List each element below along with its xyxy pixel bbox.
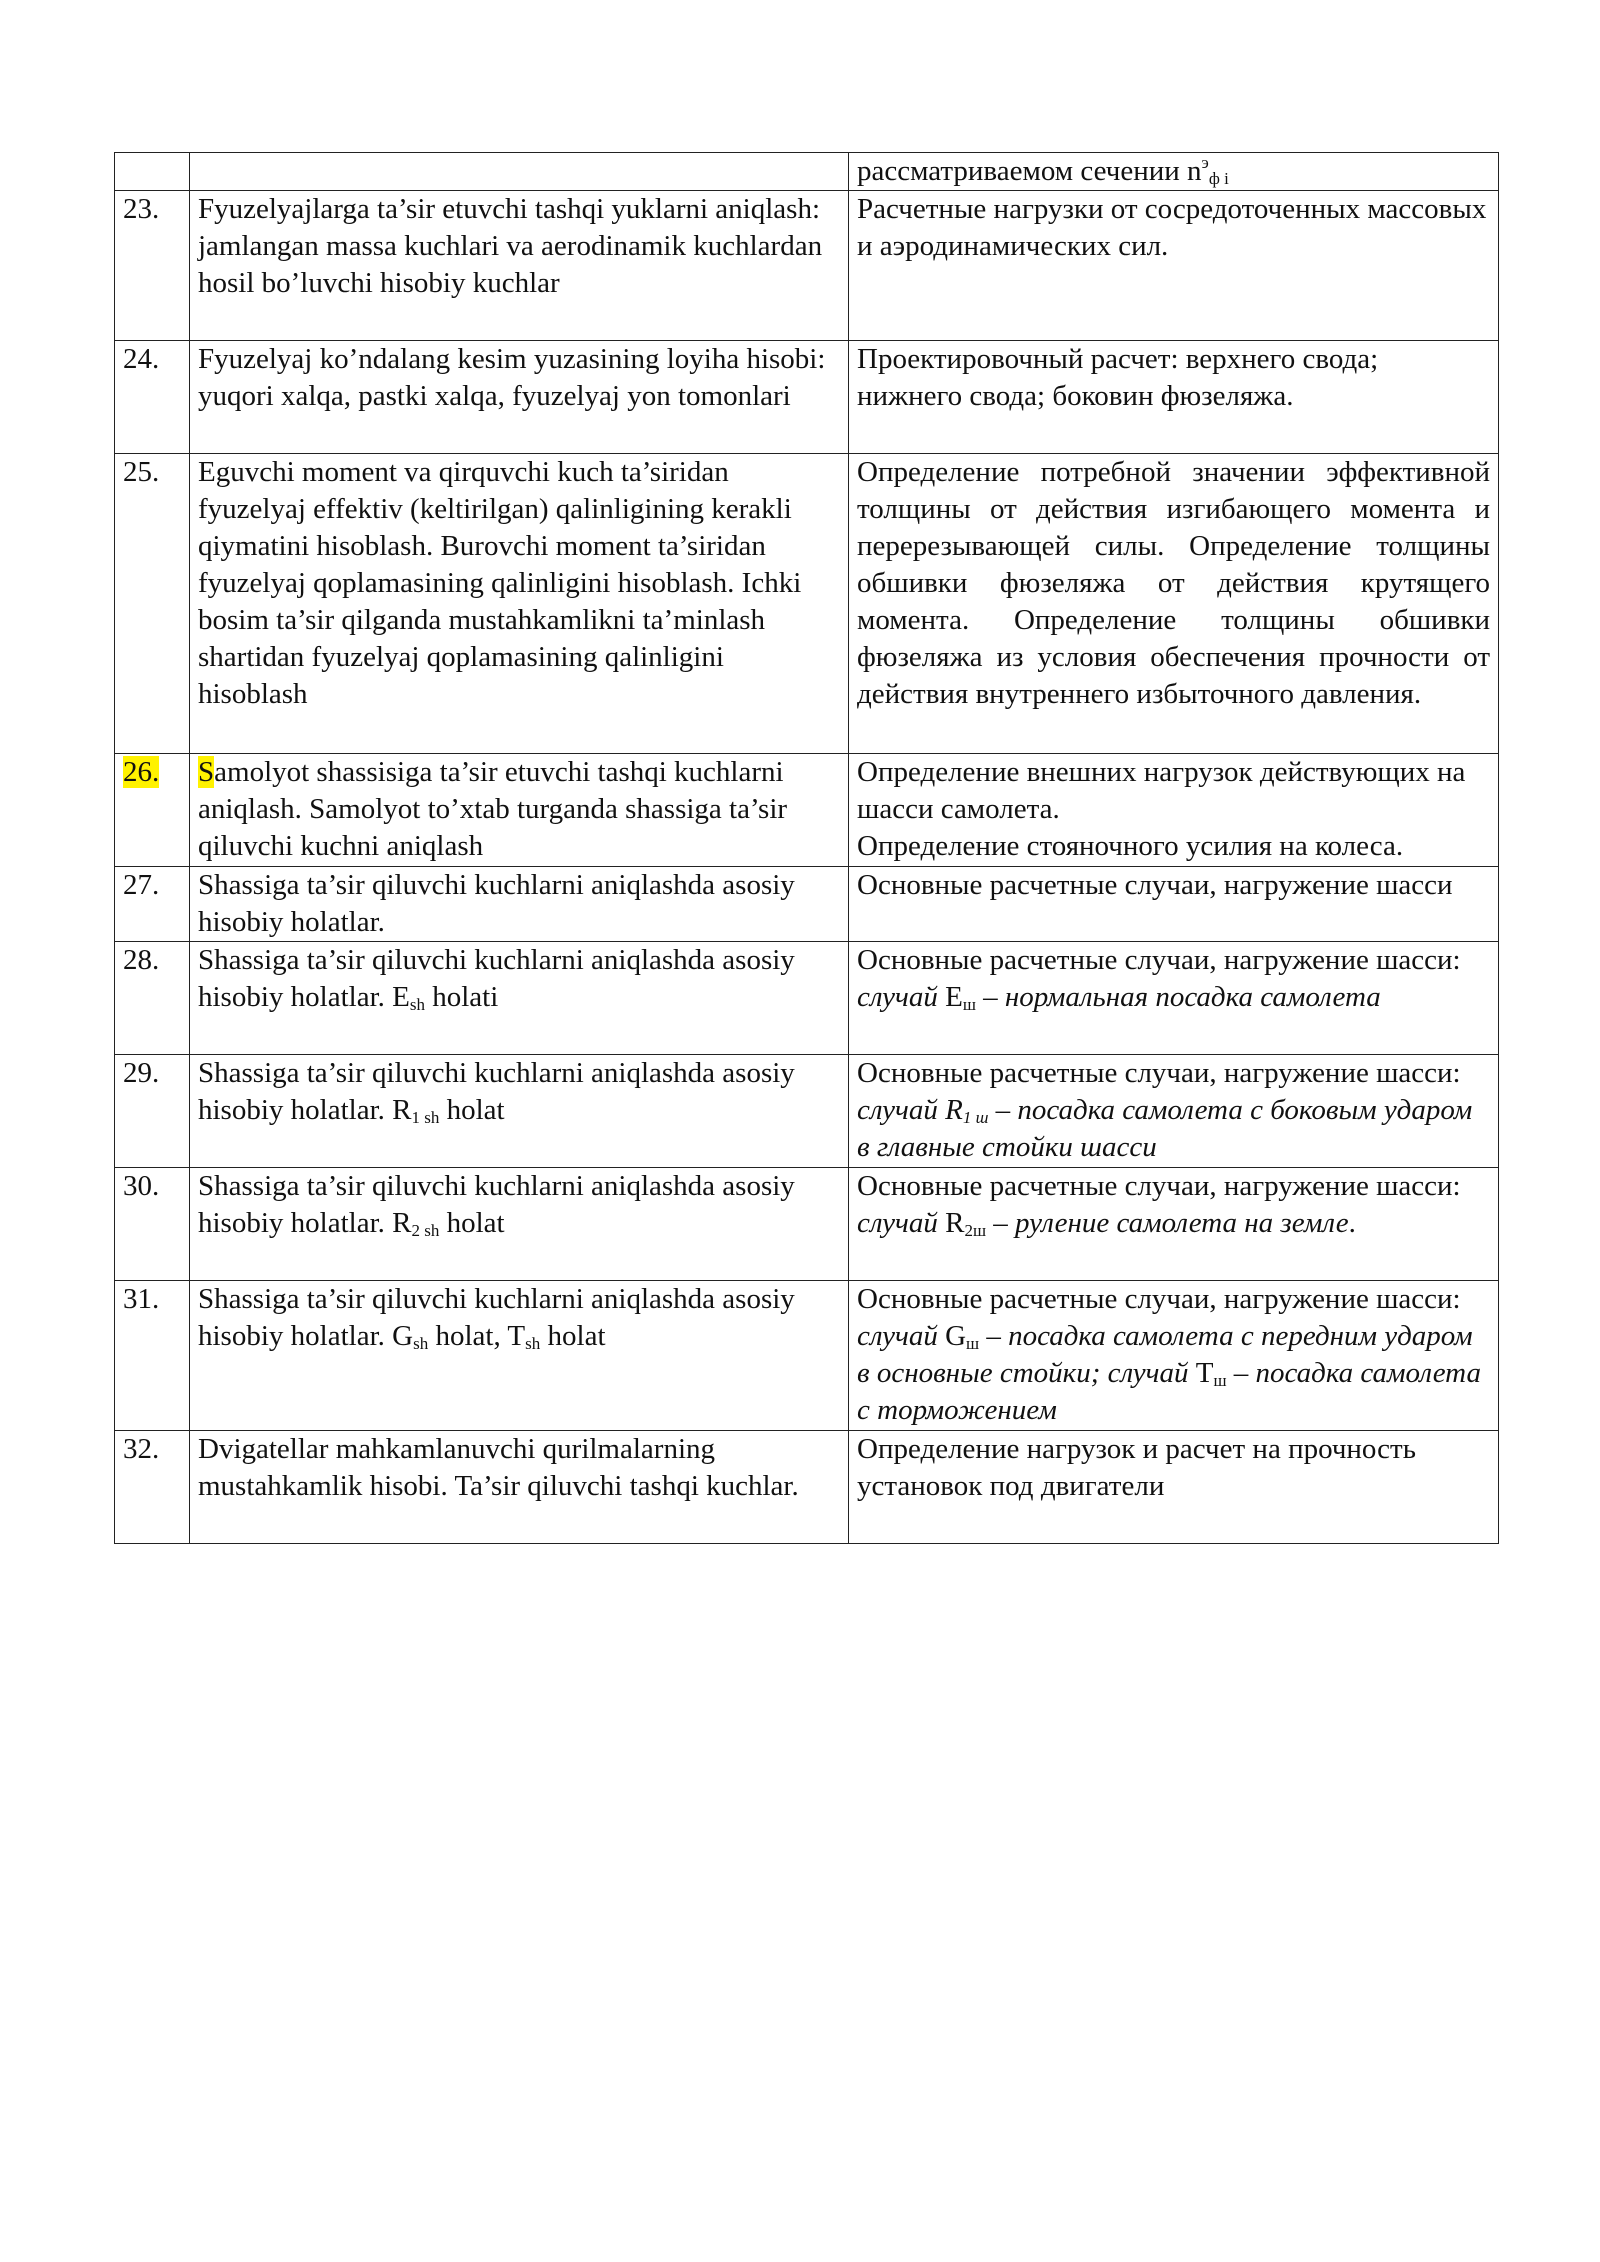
topic-ru-subscript: ф i xyxy=(1208,169,1229,188)
topic-ru-subscript: 1 ш xyxy=(962,1108,989,1127)
topic-ru xyxy=(849,153,1499,191)
topic-ru-subscript: ш xyxy=(1213,1371,1227,1390)
topic-ru: Расчетные нагрузки от сосредоточенных массовых и аэродинамических сил. xyxy=(849,191,1499,341)
topic-ru-italic: – посадка самолета с торможением xyxy=(857,1357,1481,1426)
topic-ru-italic: случай xyxy=(857,1207,946,1239)
topic-ru xyxy=(849,754,1499,867)
topic-uz: Eguvchi moment va qirquvchi kuch ta’siridan fyuzelyaj effektiv (keltirilgan) qalinligining kerakli qiymatini hisoblash. Burovchi moment ta’siridan fyuzelyaj qoplamasining qalinligini hisoblash. Ichki bosim ta’sir qilganda mustahkamlikni ta’minlash shartidan fyuzelyaj qoplamasining qalinligini hisoblash xyxy=(190,454,849,754)
topic-uz xyxy=(190,1055,849,1168)
row-number: 31. xyxy=(115,1281,190,1431)
table-row xyxy=(115,867,1499,942)
topic-ru-text: E xyxy=(945,981,963,1013)
topic-ru-italic: – руление самолета на земле xyxy=(986,1207,1349,1239)
topic-ru-italic: случай R xyxy=(857,1094,963,1126)
row-number: 27. xyxy=(115,867,190,942)
topic-uz-subscript: sh xyxy=(409,995,425,1014)
topic-uz-text: holati xyxy=(424,981,499,1013)
topic-uz-text: Shassiga ta’sir qiluvchi kuchlarni aniqlashda asosiy hisobiy holatlar. R xyxy=(198,1057,795,1126)
topic-uz-subscript: sh xyxy=(525,1334,541,1353)
topic-uz-subscript: sh xyxy=(413,1334,429,1353)
topic-ru-italic: – нормальная посадка самолета xyxy=(975,981,1381,1013)
topic-uz-subscript: 1 sh xyxy=(411,1108,440,1127)
row-number-highlight: 26. xyxy=(123,756,160,788)
topic-uz: Fyuzelyajlarga ta’sir etuvchi tashqi yuklarni aniqlash: jamlangan massa kuchlari va aerodinamik kuchlardan hosil bo’luvchi hisobiy kuchlar xyxy=(190,191,849,341)
table-row xyxy=(115,1055,1499,1168)
topic-uz xyxy=(190,942,849,1055)
topic-ru-italic: случай xyxy=(857,1320,946,1352)
topic-uz xyxy=(190,1168,849,1281)
topic-ru-italic: – посадка самолета с передним ударом в основные стойки; случай xyxy=(857,1320,1473,1389)
topic-uz-text: holat xyxy=(540,1320,606,1352)
topic-ru-text: Основные расчетные случаи, нагружение шасси: xyxy=(857,1283,1461,1315)
topic-uz: Shassiga ta’sir qiluvchi kuchlarni aniqlashda asosiy hisobiy holatlar. xyxy=(190,867,849,942)
row-number: 32. xyxy=(115,1431,190,1544)
topic-uz-text: holat xyxy=(439,1207,505,1239)
topic-uz-text: Shassiga ta’sir qiluvchi kuchlarni aniqlashda asosiy hisobiy holatlar. G xyxy=(198,1283,795,1352)
topic-ru-superscript: э xyxy=(1201,153,1209,172)
table-row xyxy=(115,1431,1499,1544)
topic-ru-italic: случай xyxy=(857,981,946,1013)
topic-ru-text: Основные расчетные случаи, нагружение шасси: xyxy=(857,944,1461,976)
table-row xyxy=(115,341,1499,454)
topic-uz-highlight: S xyxy=(198,756,215,788)
topic-ru-subscript: 2ш xyxy=(964,1221,987,1240)
topic-ru xyxy=(849,1281,1499,1431)
topic-uz-text: amolyot shassisiga ta’sir etuvchi tashqi kuchlarni aniqlash. Samolyot to’xtab turganda shassiga ta’sir qiluvchi kuchni aniqlash xyxy=(198,756,788,862)
topic-ru: Определение нагрузок и расчет на прочность установок под двигатели xyxy=(849,1431,1499,1544)
topic-uz xyxy=(190,1281,849,1431)
topic-ru-italic: – посадка самолета с боковым ударом в главные стойки шасси xyxy=(857,1094,1473,1163)
topic-ru: Основные расчетные случаи, нагружение шасси xyxy=(849,867,1499,942)
topic-uz-text: holat xyxy=(439,1094,505,1126)
row-number: 29. xyxy=(115,1055,190,1168)
topic-ru xyxy=(849,1055,1499,1168)
row-number xyxy=(115,153,190,191)
topic-ru-text: Основные расчетные случаи, нагружение шасси: xyxy=(857,1057,1461,1089)
row-number: 30. xyxy=(115,1168,190,1281)
table-row xyxy=(115,454,1499,754)
topic-uz xyxy=(190,153,849,191)
table-row-continuation xyxy=(115,153,1499,191)
table-row xyxy=(115,1168,1499,1281)
table-row xyxy=(115,942,1499,1055)
row-number: 23. xyxy=(115,191,190,341)
topic-uz: Dvigatellar mahkamlanuvchi qurilmalarning mustahkamlik hisobi. Ta’sir qiluvchi tashqi kuchlar. xyxy=(190,1431,849,1544)
syllabus-table xyxy=(114,152,1499,1544)
topic-uz-subscript: 2 sh xyxy=(411,1221,440,1240)
topic-uz-text: Shassiga ta’sir qiluvchi kuchlarni aniqlashda asosiy hisobiy holatlar. R xyxy=(198,1170,795,1239)
topic-ru-line: Определение стояночного усилия на колеса. xyxy=(857,830,1404,862)
topic-ru-text: G xyxy=(945,1320,967,1352)
topic-ru-subscript: ш xyxy=(962,995,976,1014)
topic-ru-text: . xyxy=(1348,1207,1356,1239)
row-number: 25. xyxy=(115,454,190,754)
row-number xyxy=(115,754,190,867)
topic-ru-text: R xyxy=(945,1207,965,1239)
table-row xyxy=(115,191,1499,341)
topic-uz-text: holat, T xyxy=(428,1320,526,1352)
topic-ru: Определение потребной значении эффективной толщины от действия изгибающего момента и перерезывающей силы. Определение толщины обшивки фюзеляжа от действия крутящего момента. Определение толщины обшивки фюзеляжа из условия обеспечения прочности от действия внутреннего избыточного давления. xyxy=(849,454,1499,754)
table-row xyxy=(115,754,1499,867)
topic-uz-text: Shassiga ta’sir qiluvchi kuchlarni aniqlashda asosiy hisobiy holatlar. E xyxy=(198,944,795,1013)
topic-uz: Fyuzelyaj ko’ndalang kesim yuzasining loyiha hisobi: yuqori xalqa, pastki xalqa, fyuzelyaj yon tomonlari xyxy=(190,341,849,454)
topic-ru: Проектировочный расчет: верхнего свода; нижнего свода; боковин фюзеляжа. xyxy=(849,341,1499,454)
topic-ru-text: рассматриваемом сечении n xyxy=(857,155,1202,187)
topic-ru-text: T xyxy=(1195,1357,1214,1389)
topic-ru-line: Определение внешних нагрузок действующих на шасси самолета. xyxy=(857,756,1466,825)
topic-ru xyxy=(849,1168,1499,1281)
topic-ru-text: Основные расчетные случаи, нагружение шасси: xyxy=(857,1170,1461,1202)
topic-ru xyxy=(849,942,1499,1055)
topic-uz xyxy=(190,754,849,867)
row-number: 28. xyxy=(115,942,190,1055)
table-row xyxy=(115,1281,1499,1431)
row-number: 24. xyxy=(115,341,190,454)
topic-ru-subscript: ш xyxy=(966,1334,980,1353)
